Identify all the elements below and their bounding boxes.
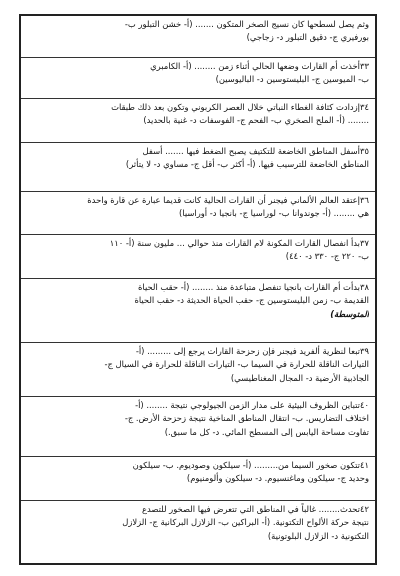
question-line: ٤٠تتباين الظروف البيئية على مدار الزمن الجيولوجي نتيجة ........ (أ- [135,400,369,410]
question-line: ب- الميوسين ج- البليستوسين د- الباليوسين) [215,74,369,85]
question-line: الجاذبية الأرضية د- المجال المغناطيسي) [230,372,369,383]
question-line: المناطق الخاضعة للترسيب فيها. (أ- أكثر ب- أقل ج- مساوي د- لا يتأثر) [125,159,369,170]
question-line: ٣٦إعتقد العالم الألماني فيجنر أن القارات الحالية كانت قديما عبارة عن قارة واحدة [87,195,369,205]
question-line: اختلاف التضاريس. ب- انتقال المناطق المناخية نتيجة زحزحة الأرض. ج- [124,413,369,424]
question-line: وثم يصل لسطحها كان نسيج الصخر المتكون ....... (أ- خشن التبلور ب- [124,19,369,29]
question-line: ٣٤إزدادت كثافة الغطاء النباتي خلال العصر الكربوني وتكون بعد ذلك طبقات [111,102,369,112]
question-line: هي ........ (أ- جوندوانا ب- لوراسيا ج- بانجيا د- أوراسيا) [179,208,369,219]
question-item [21,343,375,397]
question-line: ٤٢تحدث........ غالباً في المناطق التي تتعرض فيها الصخور للتصدع [141,504,369,514]
question-line: ٣٩تبعا لنظرية ألفريد فيجنر فإن زحزحة القارات يرجع إلى ......... (أ- [135,346,369,356]
question-line: تفاوت مساحة اليابس إلى المسطح المائي. د- كل ما سبق.) [164,426,369,437]
question-item [21,143,375,192]
question-item [21,16,375,58]
question-line: ٣٥أسفل المناطق الخاضعة للتكتيف يصبح الضغط فيها ....... أسفل [142,146,369,156]
question-line: نتيجة حركة الألواح التكتونية. (أ- البراكين ب- الزلازل البركانية ج- الزلازل [122,517,369,528]
question-item [21,457,375,501]
question-line: ٣٨بدأت أم القارات بانجيا تنفصل متباعدة منذ ........ (أ- حقب الحياة [138,282,369,292]
question-line: ٣٧بدأ انفصال القارات المكونة لام القارات منذ حوالي ... مليون سنة (أ- ١١٠ [109,238,369,248]
question-item [21,192,375,235]
question-list [21,16,375,563]
question-item [21,99,375,143]
question-item [21,279,375,343]
question-item [21,397,375,457]
question-line: ........ (أ- الملح الصخري ب- الفحم ج- الفوسفات د- غنية بالحديد) [143,115,369,126]
question-item [21,235,375,279]
question-line: بورفيري ج- دقيق التبلور د- زجاجي) [246,32,369,43]
question-line: التكتونية د- الزلازل البلوتونية) [267,530,369,541]
question-item [21,501,375,563]
question-line: ب- ٢٢٠ ج- ٣٣٠ د- ٤٤٠) [285,251,369,262]
question-line: القديمة ب- زمن البليستوسين ج- حقب الحياة الحديثة د- حقب الحياة [134,295,369,306]
question-line: ٤١تتكون صخور السيما من......... (أ- سيلكون وصوديوم. ب- سيلكون [132,460,369,470]
question-sheet [19,14,377,565]
question-item [21,58,375,99]
question-line: ٣٣أخذت أم القارات وضعها الحالي أثناء زمن ........ (أ- الكامبري [150,61,369,71]
question-line: التيارات الناقلة للحرارة في السيما ب- التيارات الناقلة للحرارة في السيال ج- [104,359,369,370]
question-line: المتوسطة) [330,308,369,319]
question-line: وحديد ج- سيلكون وماغنسيوم. د- سيلكون وألومنيوم) [186,473,369,484]
